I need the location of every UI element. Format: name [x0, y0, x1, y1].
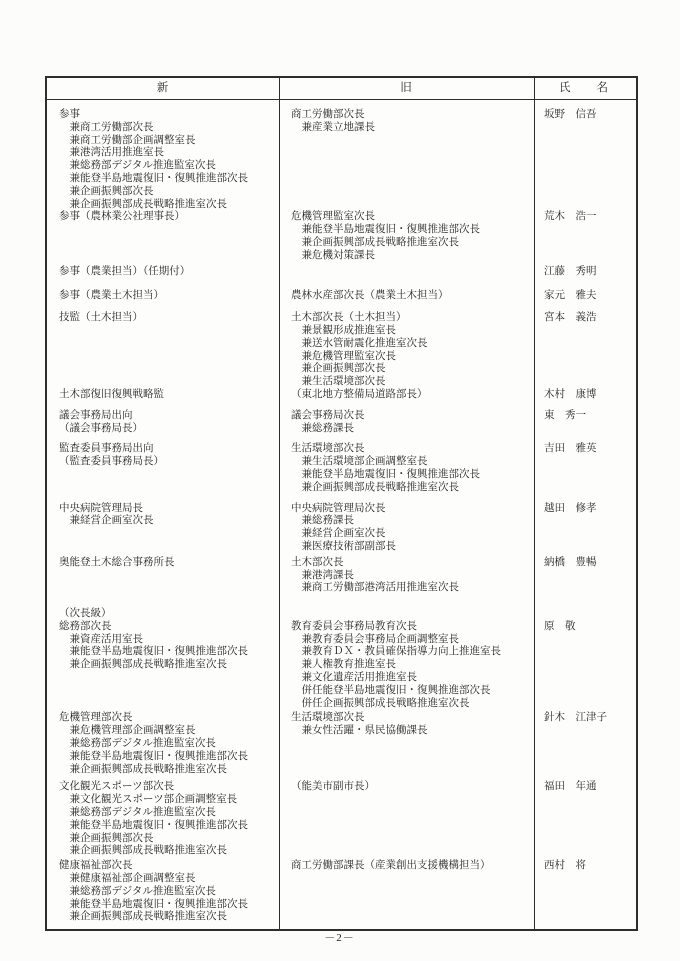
cell-old-post [279, 109, 534, 211]
personnel-table [45, 76, 638, 931]
text-line: 議会事務局出向 [59, 409, 133, 421]
cell-person-name: 宮本 義浩 [544, 312, 597, 324]
table-row [47, 312, 636, 389]
text-line: （東北地方整備局道路部長） [291, 388, 428, 400]
text-line: 兼能登半島地震復旧・復興推進部次長 [59, 750, 248, 762]
text-line: 兼総務部デジタル推進監室次長 [59, 807, 216, 819]
text-line: 参事（農林業公社理事長） [59, 211, 185, 223]
cell-person-name: 木村 康博 [544, 388, 597, 400]
text-line: 中央病院管理局次長 [291, 502, 386, 514]
cell-new-post [47, 290, 279, 303]
text-line: 奥能登土木総合事務所長 [59, 556, 175, 568]
cell-old-post [279, 557, 534, 595]
header-name: 氏 名 [559, 82, 609, 94]
text-line: 兼総務部デジタル推進監室次長 [59, 885, 216, 897]
text-line: 兼総務部デジタル推進監室次長 [59, 160, 216, 172]
text-line: 兼危機対策課長 [291, 249, 375, 261]
cell-old-post [279, 608, 534, 710]
text-line: 兼人権教育推進室長 [291, 659, 396, 671]
text-line: 参事 [59, 109, 80, 120]
table-row [47, 389, 636, 402]
cell-old-post [279, 781, 534, 858]
table-row [47, 290, 636, 303]
text-line: 兼経営企画室次長 [59, 515, 154, 527]
text-line: 兼総務課長 [291, 422, 354, 434]
text-line: 兼能登半島地震復旧・復興推進部次長 [59, 172, 248, 184]
table-row [47, 266, 636, 279]
text-line: 兼教育ＤＸ・教員確保指導力向上推進室長 [291, 646, 501, 658]
header-old-post: 旧 [400, 82, 413, 94]
table-row [47, 712, 636, 776]
text-line: 土木部次長（土木担当） [291, 312, 407, 324]
text-line: （議会事務局長） [59, 422, 143, 434]
text-line: （次長級） [59, 608, 112, 620]
text-line: 兼能登半島地震復旧・復興推進部次長 [59, 646, 248, 658]
text-line: 兼企画振興部成長戦略推進室次長 [291, 236, 459, 248]
text-line: 兼能登半島地震復旧・復興推進部次長 [291, 224, 480, 236]
text-line: （能美市副市長） [291, 781, 375, 793]
table-row [47, 211, 636, 262]
text-line: 兼港湾活用推進室長 [59, 147, 164, 159]
text-line: 議会事務局次長 [291, 409, 365, 421]
table-row [47, 557, 636, 595]
text-line: 危機管理監室次長 [291, 211, 375, 223]
cell-person-name: 東 秀一 [544, 409, 586, 421]
table-row [47, 860, 636, 924]
text-line: 兼商工労働部企画調整室長 [59, 134, 196, 146]
text-line: 兼総務部デジタル推進監室次長 [59, 738, 216, 750]
table-header-row [47, 78, 636, 100]
text-line: 商工労働部課長（産業創出支援機構担当） [291, 860, 491, 872]
cell-new-post [47, 211, 279, 262]
cell-new-post [47, 109, 279, 211]
text-line: 商工労働部次長 [291, 109, 365, 120]
text-line: 兼医療技術部副部長 [291, 540, 396, 552]
text-line: 兼生活環境部企画調整室長 [291, 456, 428, 468]
cell-new-post [47, 557, 279, 595]
text-line: 兼企画振興部成長戦略推進室次長 [59, 763, 227, 775]
cell-person-name: 越田 修孝 [544, 502, 597, 514]
cell-person-name: 針木 江津子 [544, 712, 607, 724]
text-line: 参事（農業土木担当） [59, 290, 164, 302]
text-line: 兼企画振興部成長戦略推進室次長 [59, 198, 227, 210]
text-line: 兼企画振興部成長戦略推進室次長 [59, 659, 227, 671]
column-divider-2 [534, 78, 535, 929]
text-line: 兼文化観光スポーツ部企画調整室長 [59, 794, 238, 806]
text-line: 兼企画振興部成長戦略推進室次長 [59, 845, 227, 857]
text-line: 兼企画振興部成長戦略推進室次長 [291, 481, 459, 493]
text-line: 兼送水管耐震化推進室次長 [291, 337, 428, 349]
text-line: 兼危機管理監室次長 [291, 350, 396, 362]
text-line: 参事（農業担当）（任期付） [59, 265, 191, 277]
cell-old-post [279, 443, 534, 494]
cell-old-post [279, 211, 534, 262]
cell-person-name: 納橋 豊暢 [544, 556, 597, 568]
cell-new-post [47, 443, 279, 494]
cell-new-post [47, 389, 279, 402]
text-line: 監査委員事務局出向 [59, 443, 154, 455]
text-line: 土木部復旧復興戦略監 [59, 388, 164, 400]
cell-person-name: 家元 雅夫 [544, 290, 597, 302]
text-line: （監査委員事務局長） [59, 456, 164, 468]
cell-new-post [47, 860, 279, 924]
text-line: 兼資産活用室長 [59, 633, 143, 645]
text-line: 併任企画振興部成長戦略推進室次長 [291, 697, 470, 709]
text-line: 兼企画振興部次長 [291, 363, 386, 375]
text-line: 兼総務課長 [291, 515, 354, 527]
text-line: 兼能登半島地震復旧・復興推進部次長 [291, 468, 480, 480]
text-line: 総務部次長 [59, 620, 112, 632]
cell-person-name: 原 敬 [544, 620, 576, 632]
text-line: 教育委員会事務局教育次長 [291, 620, 417, 632]
cell-person-name: 坂野 信吾 [544, 109, 597, 120]
text-line: 兼企画振興部次長 [59, 185, 154, 197]
text-line: 健康福祉部次長 [59, 860, 133, 872]
text-line: 兼生活環境部次長 [291, 376, 386, 388]
cell-new-post [47, 781, 279, 858]
text-line: 兼産業立地課長 [291, 121, 375, 133]
text-line: 技監（土木担当） [59, 312, 143, 324]
cell-old-post [279, 266, 534, 279]
table-row [47, 781, 636, 858]
column-divider-1 [279, 78, 280, 929]
text-line: 兼商工労働部次長 [59, 121, 154, 133]
cell-new-post [47, 608, 279, 710]
cell-person-name: 江藤 秀明 [544, 265, 597, 277]
text-line: 中央病院管理局長 [59, 502, 143, 514]
cell-old-post [279, 290, 534, 303]
cell-new-post [47, 712, 279, 776]
table-row [47, 608, 636, 710]
cell-new-post [47, 503, 279, 554]
cell-old-post [279, 712, 534, 776]
cell-old-post [279, 503, 534, 554]
cell-new-post [47, 266, 279, 279]
text-line: 兼商工労働部港湾活用推進室次長 [291, 582, 459, 594]
cell-person-name: 荒木 浩一 [544, 211, 597, 223]
table-body [47, 100, 636, 929]
text-line: 兼経営企画室次長 [291, 528, 386, 540]
text-line: 兼文化遺産活用推進室長 [291, 672, 417, 684]
table-row [47, 443, 636, 494]
header-new-post: 新 [156, 82, 170, 94]
cell-old-post [279, 312, 534, 389]
text-line: 兼企画振興部次長 [59, 832, 154, 844]
text-line: 文化観光スポーツ部次長 [59, 781, 175, 793]
text-line: 生活環境部次長 [291, 443, 365, 455]
cell-old-post [279, 410, 534, 436]
cell-old-post [279, 389, 534, 402]
cell-person-name: 福田 年通 [544, 781, 597, 793]
cell-old-post [279, 860, 534, 924]
text-line: 兼景観形成推進室長 [291, 324, 396, 336]
cell-person-name: 西村 将 [544, 860, 586, 872]
text-line: 兼港湾課長 [291, 569, 354, 581]
text-line: 併任能登半島地震復旧・復興推進部次長 [291, 684, 491, 696]
table-row [47, 410, 636, 436]
page-number: －2－ [324, 932, 355, 944]
text-line: 兼危機管理部企画調整室長 [59, 725, 196, 737]
text-line: 兼健康福祉部企画調整室長 [59, 873, 196, 885]
text-line: 土木部次長 [291, 556, 344, 568]
text-line: 兼企画振興部成長戦略推進室次長 [59, 911, 227, 923]
cell-person-name: 吉田 雅英 [544, 443, 597, 455]
text-line: 兼能登半島地震復旧・復興推進部次長 [59, 898, 248, 910]
cell-new-post [47, 410, 279, 436]
text-line: 兼女性活躍・県民協働課長 [291, 725, 428, 737]
text-line: 兼能登半島地震復旧・復興推進部次長 [59, 819, 248, 831]
text-line: 農林水産部次長（農業土木担当） [291, 290, 449, 302]
table-row [47, 109, 636, 211]
text-line: 生活環境部次長 [291, 712, 365, 724]
text-line: 危機管理部次長 [59, 712, 133, 724]
table-row [47, 503, 636, 554]
text-line: 兼教育委員会事務局企画調整室長 [291, 633, 459, 645]
cell-new-post [47, 312, 279, 389]
